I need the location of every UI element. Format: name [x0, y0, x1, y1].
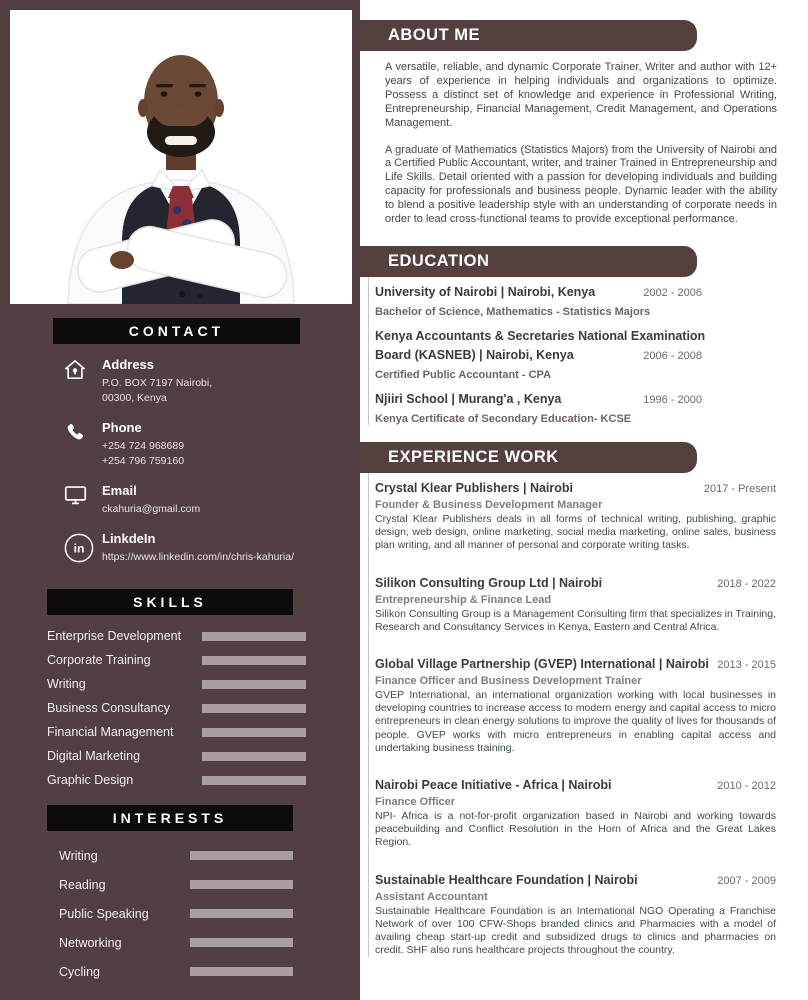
education-dates: 1996 - 2000 [643, 393, 702, 406]
contact-label: LinkdeIn [102, 531, 156, 546]
education-entry [375, 327, 776, 381]
skill-meter [202, 632, 306, 641]
experience-list [368, 473, 808, 957]
experience-entry [375, 776, 776, 850]
skill-row [0, 672, 360, 696]
skill-label: Enterprise Development [47, 629, 182, 643]
interests-list [0, 841, 360, 986]
experience-role: Finance Officer [375, 796, 456, 808]
experience-description: Sustainable Healthcare Foundation is an International NGO Operating a Franchise Network of over 100 CFW-Shops branded clinics and Pharmacies with a model of availing cheap start-up credit and subsidized drugs to clinics and pharmacies on credit. SHF also runs healthcare projects throughout the country. [375, 904, 776, 957]
main-column [360, 0, 808, 1000]
interest-row [0, 899, 360, 928]
education-title: EDUCATION [388, 251, 490, 270]
about-section-header [360, 20, 697, 51]
interest-row [0, 957, 360, 986]
interest-row [0, 841, 360, 870]
experience-company: Nairobi Peace Initiative - Africa | Nairobi [375, 778, 612, 792]
skill-row [0, 768, 360, 792]
interest-meter [190, 938, 293, 947]
education-institution: University of Nairobi | Nairobi, Kenya [375, 284, 596, 299]
profile-photo [10, 10, 352, 304]
experience-role: Entrepreneurship & Finance Lead [375, 593, 552, 606]
interest-row [0, 870, 360, 899]
experience-description: Silikon Consulting Group is a Management Consulting firm that specializes in Training, Research and Consultancy Services in Kenya, Eastern and Central Africa. [375, 607, 776, 633]
about-paragraph: A versatile, reliable, and dynamic Corporate Trainer, Writer and author with 12+ years of experience in helping individuals and organizations to optimize. Possess a distinct set of knowledge and experience in Professional Writing, Entrepreneurship, Financial Management, Credit Management, and Operations Management. [385, 61, 777, 129]
skill-row [0, 744, 360, 768]
education-institution: Kenya Accountants & Secretaries National Examination Board (KASNEB) | Nairobi, Kenya [375, 328, 706, 362]
experience-company: Crystal Klear Publishers | Nairobi [375, 480, 574, 495]
skill-meter [202, 752, 306, 761]
contact-lines [102, 502, 200, 517]
linkedin-icon [64, 531, 88, 565]
education-dates: 2002 - 2006 [643, 286, 702, 299]
sidebar [0, 0, 360, 1000]
skills-section-header [47, 589, 293, 615]
skill-row [0, 648, 360, 672]
contact-item [0, 357, 360, 406]
interests-section-header [47, 805, 293, 831]
contact-item-body [102, 420, 184, 469]
contact-label: Email [102, 483, 137, 498]
skill-meter [202, 704, 306, 713]
about-text [385, 61, 777, 227]
skill-meter [202, 656, 306, 665]
interest-label: Reading [59, 877, 106, 892]
experience-dates: 2018 - 2022 [717, 577, 776, 590]
phone-icon [64, 420, 88, 469]
skill-label: Business Consultancy [47, 701, 170, 715]
experience-company: Silikon Consulting Group Ltd | Nairobi [375, 575, 603, 590]
interest-row [0, 928, 360, 957]
interest-label: Networking [59, 935, 122, 950]
about-paragraph: A graduate of Mathematics (Statistics Majors) from the University of Nairobi and a Certified Public Accountant, writer, and trainer Trained in Entrepreneurship and Life Skills. Detail oriented with a passion for developing individuals and building capacity for professionals and business people. Dynamic leader with the ability to blend a positive leadership style with an understanding of corporate needs in order to lead cross-functional teams to provide exceptional performance. [385, 143, 777, 226]
contact-item [0, 483, 360, 517]
contact-line[interactable]: ckahuria@gmail.com [102, 503, 201, 515]
experience-role: Assistant Accountant [375, 890, 488, 903]
experience-role: Founder & Business Development Manager [375, 498, 603, 511]
skill-meter [202, 728, 306, 737]
experience-entry [375, 871, 776, 958]
person-illustration [10, 10, 352, 304]
about-title: ABOUT ME [388, 26, 480, 44]
monitor-icon [64, 483, 88, 517]
experience-dates: 2017 - Present [703, 482, 776, 495]
education-degree: Kenya Certificate of Secondary Education- KCSE [375, 412, 632, 425]
experience-section-header [360, 442, 697, 473]
experience-title: EXPERIENCE WORK [388, 447, 559, 466]
contact-title: CONTACT [128, 323, 225, 339]
experience-entry [375, 574, 776, 634]
contact-label: Address [102, 357, 155, 372]
education-entry [375, 390, 776, 425]
contact-item-body [102, 531, 294, 565]
skill-label: Digital Marketing [47, 749, 141, 763]
contact-line[interactable]: https://www.linkedin.com/in/chris-kahuria/ [102, 551, 294, 563]
education-entry [375, 283, 776, 318]
contact-item [0, 420, 360, 469]
contact-item [0, 531, 360, 565]
skill-meter [202, 776, 306, 785]
education-section-header [360, 246, 697, 277]
interest-meter [190, 909, 293, 918]
contact-item-body [102, 357, 212, 406]
skill-row [0, 624, 360, 648]
contact-lines [102, 439, 184, 469]
education-institution: Njiiri School | Murang'a , Kenya [375, 391, 562, 406]
contact-line: +254 796 759160 [102, 455, 185, 467]
experience-description: GVEP International, an international organization working with local businesses in developing countries to increase access to modern energy and capital access to micro entrepreneurs in clean energy solutions to improve the quality of lives for thousands of people. GVEP works with micro entrepreneurs in enabling capital access and undertaking business training. [375, 688, 776, 754]
skill-label: Financial Management [47, 725, 174, 739]
experience-description: Crystal Klear Publishers deals in all forms of technical writing, publishing, graphic design, web design, online marketing, social media marketing, online sales, business plan writing, and all manner of personal and corporate writing tasks. [375, 512, 776, 552]
skill-label: Graphic Design [47, 773, 134, 787]
experience-dates: 2007 - 2009 [717, 874, 776, 887]
contact-lines [102, 550, 294, 565]
interest-meter [190, 851, 293, 860]
education-degree: Bachelor of Science, Mathematics - Statistics Majors [375, 305, 651, 318]
contact-lines [102, 376, 212, 406]
skill-label: Corporate Training [47, 653, 151, 667]
interest-label: Cycling [59, 964, 100, 979]
interest-meter [190, 880, 293, 889]
experience-entry [375, 655, 776, 755]
education-dates: 2006 - 2008 [643, 349, 702, 362]
experience-dates: 2010 - 2012 [717, 780, 776, 792]
svg-text:in: in [73, 541, 85, 556]
interests-title: INTERESTS [112, 810, 228, 826]
interest-label: Public Speaking [59, 906, 149, 921]
interest-label: Writing [59, 848, 98, 863]
skills-title: SKILLS [133, 594, 207, 610]
skill-meter [202, 680, 306, 689]
skill-row [0, 696, 360, 720]
experience-dates: 2013 - 2015 [717, 658, 776, 671]
experience-entry [375, 479, 776, 553]
skills-list [0, 624, 360, 792]
experience-role: Finance Officer and Business Development Trainer [375, 674, 642, 687]
skill-row [0, 720, 360, 744]
skill-label: Writing [47, 677, 86, 691]
contact-line: P.O. BOX 7197 Nairobi, [102, 377, 213, 389]
experience-description: NPI- Africa is a not-for-profit organization based in Nairobi and working towards peacebuilding and Conflict Resolution in the Horn of Africa and the Great Lakes Region. [375, 810, 776, 849]
education-list [368, 277, 808, 425]
experience-company: Global Village Partnership (GVEP) International | Nairobi [375, 656, 709, 671]
experience-company: Sustainable Healthcare Foundation | Nairobi [375, 872, 638, 887]
contact-label: Phone [102, 420, 142, 435]
education-degree: Certified Public Accountant - CPA [375, 368, 552, 381]
contact-line: +254 724 968689 [102, 440, 185, 452]
contact-section-header [53, 318, 300, 344]
house-icon [64, 357, 88, 406]
interest-meter [190, 967, 293, 976]
contact-line: 00300, Kenya [102, 392, 167, 404]
contact-item-body [102, 483, 200, 517]
contact-list [0, 357, 360, 565]
